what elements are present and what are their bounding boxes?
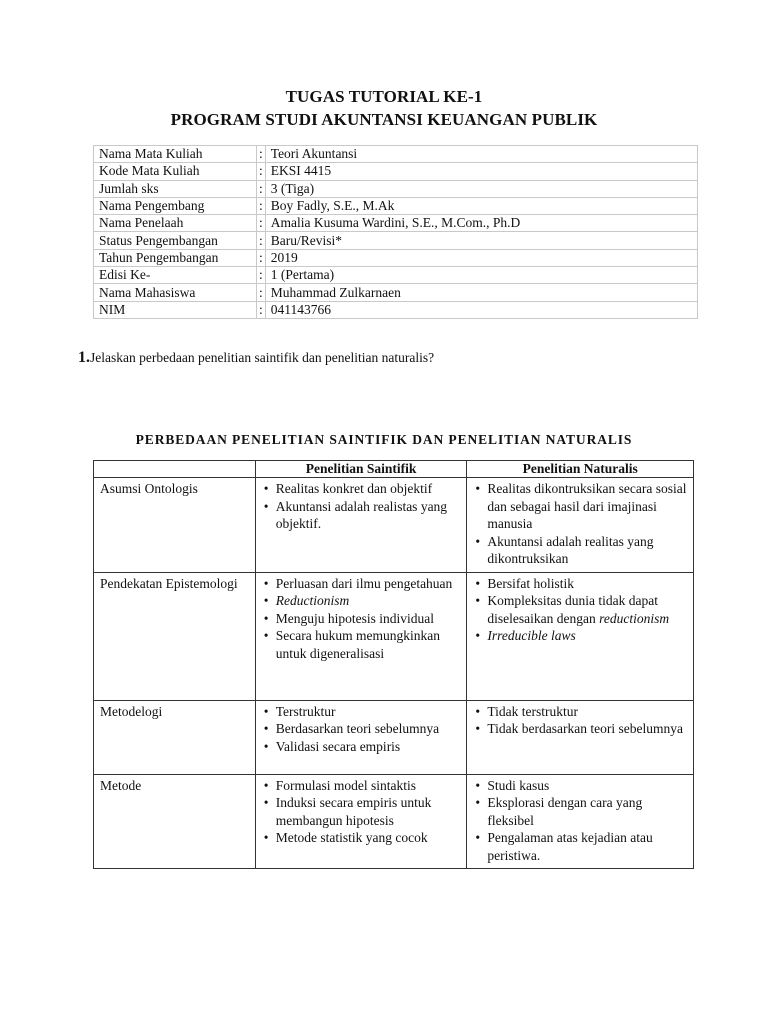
bullet-text: Berdasarkan teori sebelumnya: [275, 721, 440, 736]
saintifik-cell: [255, 774, 467, 869]
info-row: [94, 267, 698, 284]
saintifik-bullet-list: [262, 480, 462, 533]
bullet-text: Reductionism: [275, 593, 350, 608]
info-label: Edisi Ke-: [94, 267, 257, 284]
info-separator: :: [257, 267, 266, 284]
naturalis-cell: [467, 774, 694, 869]
bullet-text: Tidak berdasarkan teori sebelumnya: [487, 721, 683, 736]
comparison-header-row: [94, 461, 694, 478]
bullet-text: Realitas dikontruksikan secara sosial dan sebagai hasil dari imajinasi manusia: [487, 481, 687, 531]
info-row: [94, 232, 698, 249]
bullet-item: [473, 777, 688, 795]
bullet-text: Eksplorasi dengan cara yang fleksibel: [487, 795, 643, 828]
info-separator: :: [257, 301, 266, 318]
document-title: TUGAS TUTORIAL KE-1: [285, 87, 483, 106]
info-label: Status Pengembangan: [94, 232, 257, 249]
info-row: [94, 146, 698, 163]
comparison-table: [93, 460, 694, 869]
bullet-item: [262, 794, 462, 829]
bullet-text: Akuntansi adalah realitas yang dikontruksikan: [487, 533, 654, 566]
bullet-text: Secara hukum memungkinkan untuk digeneralisasi: [275, 628, 440, 661]
comparison-row: [94, 700, 694, 774]
comparison-title: PERBEDAAN PENELITIAN SAINTIFIK DAN PENELITIAN NATURALIS: [135, 432, 633, 447]
bullet-item: [473, 627, 688, 645]
bullet-item: [262, 610, 462, 628]
bullet-text: Perluasan dari ilmu pengetahuan: [275, 575, 453, 591]
info-row: [94, 163, 698, 180]
bullet-text: Tidak terstruktur: [487, 703, 579, 719]
bullet-item: [262, 575, 462, 593]
bullet-text: Metode statistik yang cocok: [275, 830, 428, 845]
saintifik-bullet-list: [262, 575, 462, 663]
header-cell-saintifik: Penelitian Saintifik: [255, 461, 467, 478]
naturalis-bullet-list: [473, 703, 688, 738]
info-row: [94, 249, 698, 266]
saintifik-bullet-list: [262, 703, 462, 756]
bullet-italic-term: reductionism: [599, 610, 670, 626]
aspect-cell: Metode: [94, 774, 256, 869]
header-cell-naturalis: Penelitian Naturalis: [467, 461, 694, 478]
bullet-text: Induksi secara empiris untuk membangun hipotesis: [275, 795, 432, 828]
bullet-item: [262, 703, 462, 721]
info-row: [94, 215, 698, 232]
info-label: Nama Penelaah: [94, 215, 257, 232]
bullet-text: Pengalaman atas kejadian atau peristiwa.: [487, 830, 653, 863]
info-separator: :: [257, 232, 266, 249]
naturalis-cell: [467, 700, 694, 774]
info-separator: :: [257, 249, 266, 266]
info-label: Nama Pengembang: [94, 197, 257, 214]
aspect-cell: Pendekatan Epistemologi: [94, 572, 256, 700]
comparison-row: [94, 478, 694, 573]
bullet-text: Terstruktur: [275, 703, 336, 719]
saintifik-cell: [255, 478, 467, 573]
bullet-item: [473, 829, 688, 864]
bullet-text: Bersifat holistik: [487, 575, 575, 591]
bullet-text: Akuntansi adalah realistas yang objektif.: [275, 498, 448, 531]
bullet-text: Formulasi model sintaktis: [275, 777, 416, 793]
naturalis-cell: [467, 478, 694, 573]
bullet-item: [473, 720, 688, 738]
info-value: Baru/Revisi*: [265, 232, 697, 249]
info-separator: :: [257, 146, 266, 163]
bullet-item: [262, 777, 462, 795]
info-value: 1 (Pertama): [265, 267, 697, 284]
bullet-item: [473, 533, 688, 568]
saintifik-cell: [255, 700, 467, 774]
info-row: [94, 180, 698, 197]
saintifik-cell: [255, 572, 467, 700]
info-row: [94, 301, 698, 318]
naturalis-bullet-list: [473, 575, 688, 645]
bullet-text: Menguju hipotesis individual: [275, 610, 434, 626]
info-value: Boy Fadly, S.E., M.Ak: [265, 197, 697, 214]
info-row: [94, 197, 698, 214]
bullet-text: Irreducible laws: [487, 628, 576, 643]
info-separator: :: [257, 163, 266, 180]
info-row: [94, 284, 698, 301]
course-info-table: [93, 145, 698, 319]
info-value: Muhammad Zulkarnaen: [265, 284, 697, 301]
question-text: Jelaskan perbedaan penelitian saintifik dan penelitian naturalis?: [90, 350, 435, 365]
bullet-item: [473, 575, 688, 593]
bullet-item: [262, 498, 462, 533]
info-label: Nama Mata Kuliah: [94, 146, 257, 163]
info-value: Amalia Kusuma Wardini, S.E., M.Com., Ph.D: [265, 215, 697, 232]
info-separator: :: [257, 284, 266, 301]
bullet-item: [262, 627, 462, 662]
bullet-item: [262, 592, 462, 610]
info-value: 3 (Tiga): [265, 180, 697, 197]
bullet-text: Kompleksitas dunia tidak dapat diselesaikan dengan: [487, 593, 658, 626]
info-label: Tahun Pengembangan: [94, 249, 257, 266]
bullet-item: [473, 703, 688, 721]
bullet-text: Studi kasus: [487, 777, 550, 793]
info-separator: :: [257, 197, 266, 214]
info-value: 2019: [265, 249, 697, 266]
bullet-text: Validasi secara empiris: [275, 738, 401, 754]
info-value: Teori Akuntansi: [265, 146, 697, 163]
bullet-item: [262, 720, 462, 738]
info-value: 041143766: [265, 301, 697, 318]
bullet-item: [262, 738, 462, 756]
info-label: Nama Mahasiswa: [94, 284, 257, 301]
header-cell-aspect: [94, 461, 256, 478]
question-number: 1.: [78, 349, 90, 366]
info-label: NIM: [94, 301, 257, 318]
bullet-item: [473, 592, 688, 627]
aspect-cell: Asumsi Ontologis: [94, 478, 256, 573]
naturalis-bullet-list: [473, 777, 688, 865]
bullet-item: [262, 480, 462, 498]
info-label: Jumlah sks: [94, 180, 257, 197]
comparison-row: [94, 774, 694, 869]
naturalis-cell: [467, 572, 694, 700]
bullet-text: Realitas konkret dan objektif: [275, 481, 433, 496]
info-label: Kode Mata Kuliah: [94, 163, 257, 180]
info-value: EKSI 4415: [265, 163, 697, 180]
naturalis-bullet-list: [473, 480, 688, 568]
question: [78, 349, 434, 367]
aspect-cell: Metodelogi: [94, 700, 256, 774]
bullet-item: [262, 829, 462, 847]
bullet-item: [473, 480, 688, 533]
comparison-row: [94, 572, 694, 700]
saintifik-bullet-list: [262, 777, 462, 847]
info-separator: :: [257, 215, 266, 232]
document-subtitle: PROGRAM STUDI AKUNTANSI KEUANGAN PUBLIK: [170, 110, 598, 129]
info-separator: :: [257, 180, 266, 197]
bullet-item: [473, 794, 688, 829]
